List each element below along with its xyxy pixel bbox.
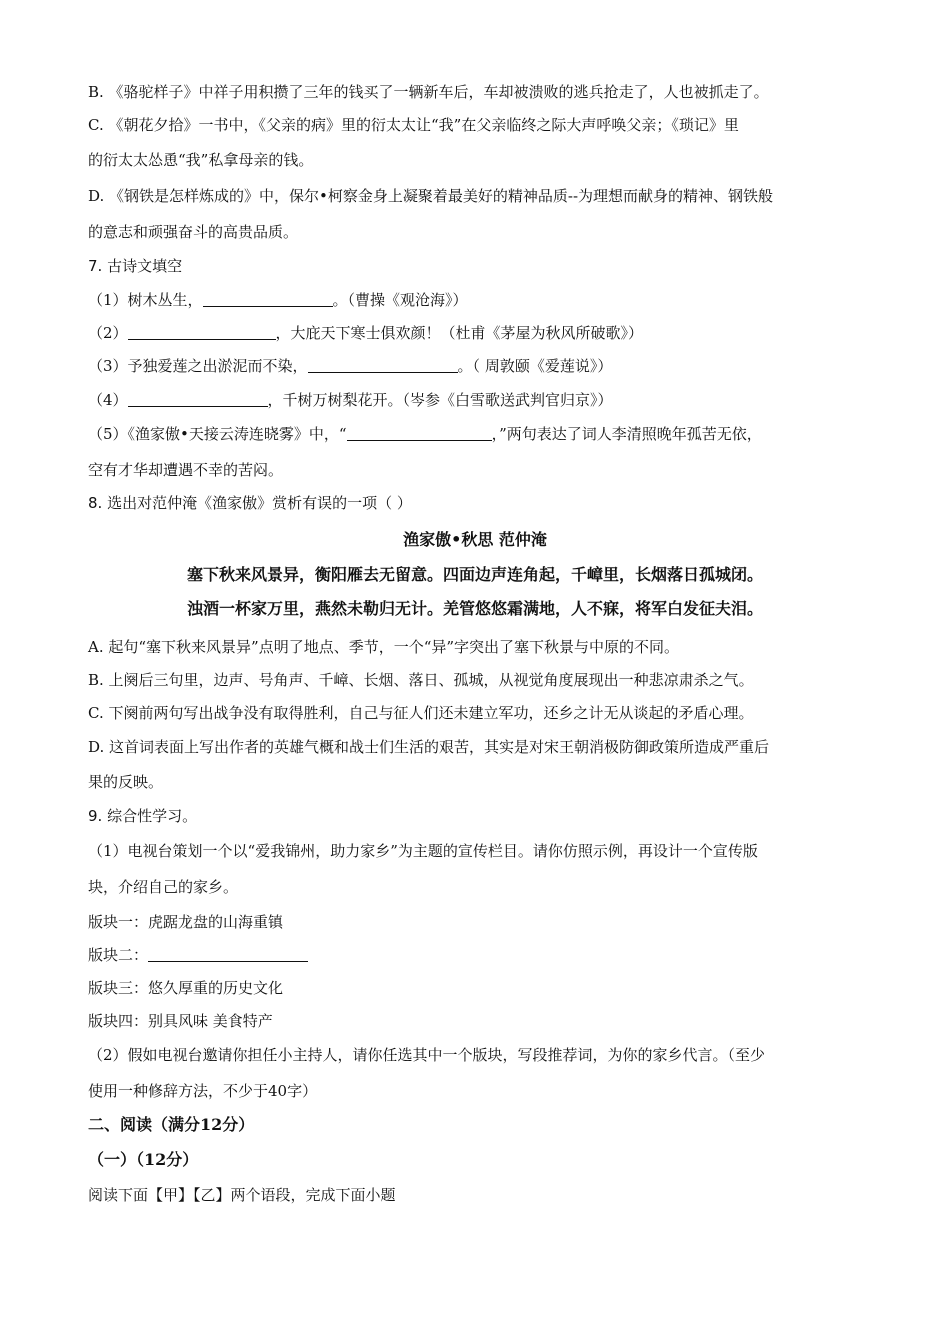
q7-item-4: （4） ，千树万树梨花开。（岑参《白雪歌送武判官归京》） — [88, 391, 613, 409]
q8-option-a: A. 起句“塞下秋来风景异”点明了地点、季节，一个“异”字突出了塞下秋景与中原的不同。 — [88, 638, 680, 656]
q6-option-d: D. 《钢铁是怎样炼成的》中，保尔•柯察金身上凝聚着最美好的精神品质--为理想而献身的精神、钢铁般 — [88, 187, 774, 205]
q9-block-2: 版块二： — [88, 945, 868, 965]
answer-blank[interactable] — [308, 358, 458, 373]
q7-item-1: （1）树木丛生， 。（曹操《观沧海》） — [88, 291, 468, 309]
poem-line-2: 浊酒一杯家万里，燕然未勒归无计。羌管悠悠霜满地，人不寐，将军白发征夫泪。 — [186, 599, 763, 618]
q6-option-d-cont: 的意志和顽强奋斗的高贵品质。 — [88, 223, 299, 241]
q7-title: 7. 古诗文填空 — [88, 257, 183, 275]
q9-part-2-cont: 使用一种修辞方法，不少于40字） — [88, 1082, 318, 1100]
answer-blank[interactable] — [128, 325, 276, 340]
q7-item-2: （2） ，大庇天下寒士俱欢颜！（杜甫《茅屋为秋风所破歌》） — [88, 324, 644, 342]
q8-option-b: B. 上阕后三句里，边声、号角声、千嶂、长烟、落日、孤城，从视觉角度展现出一种悲凉肃杀之气。 — [88, 671, 754, 689]
section-2-intro: 阅读下面【甲】【乙】两个语段，完成下面小题 — [88, 1186, 396, 1204]
poem-title: 渔家傲•秋思 范仲淹 — [403, 530, 547, 549]
q9-block-1: 版块一：虎踞龙盘的山海重镇 — [88, 913, 284, 931]
q9-block-3: 版块三：悠久厚重的历史文化 — [88, 979, 284, 997]
q8-option-d: D. 这首词表面上写出作者的英雄气概和战士们生活的艰苦，其实是对宋王朝消极防御政策所造成严重后 — [88, 738, 770, 756]
q9-part-1-cont: 块，介绍自己的家乡。 — [88, 878, 239, 896]
q6-option-b: B. 《骆驼样子》中祥子用积攒了三年的钱买了一辆新车后，车却被溃败的逃兵抢走了，人也被抓走了。 — [88, 83, 769, 101]
q6-option-c-cont: 的衍太太怂恿“我”私拿母亲的钱。 — [88, 151, 314, 169]
q9-part-2: （2）假如电视台邀请你担任小主持人，请你任选其中一个版块，写段推荐词，为你的家乡代言。（至少 — [88, 1046, 766, 1064]
q7-item-5: （5）《渔家傲•天接云涛连晓雾》中，“ ，”两句表达了词人李清照晚年孤苦无依， — [88, 425, 762, 443]
q7-item-5-cont: 空有才华却遭遇不幸的苦闷。 — [88, 461, 284, 479]
poem-line-1: 塞下秋来风景异，衡阳雁去无留意。四面边声连角起，千嶂里，长烟落日孤城闭。 — [186, 565, 763, 584]
answer-blank[interactable] — [128, 392, 268, 407]
q9-block-4: 版块四：别具风味 美食特产 — [88, 1012, 273, 1030]
q8-option-d-cont: 果的反映。 — [88, 773, 164, 791]
q8-title: 8. 选出对范仲淹《渔家傲》赏析有误的一项（ ） — [88, 494, 412, 512]
q6-option-c: C. 《朝花夕拾》一书中，《父亲的病》里的衍太太让“我”在父亲临终之际大声呼唤父亲；《琐记》里 — [88, 116, 739, 134]
section-2-heading: 二、阅读（满分12分） — [88, 1115, 255, 1134]
q9-part-1: （1）电视台策划一个以“爱我锦州，助力家乡”为主题的宣传栏目。请你仿照示例，再设计一个宣传版 — [88, 842, 758, 860]
answer-blank[interactable] — [203, 292, 333, 307]
q9-title: 9. 综合性学习。 — [88, 807, 198, 825]
answer-blank[interactable] — [347, 426, 492, 441]
q8-option-c: C. 下阕前两句写出战争没有取得胜利，自己与征人们还未建立军功，还乡之计无从谈起的矛盾心理。 — [88, 704, 754, 722]
q7-item-3: （3）予独爱莲之出淤泥而不染， 。（ 周敦颐《爱莲说》） — [88, 357, 613, 375]
section-2-subheading: （一）（12分） — [88, 1150, 199, 1169]
answer-blank[interactable] — [148, 947, 308, 962]
